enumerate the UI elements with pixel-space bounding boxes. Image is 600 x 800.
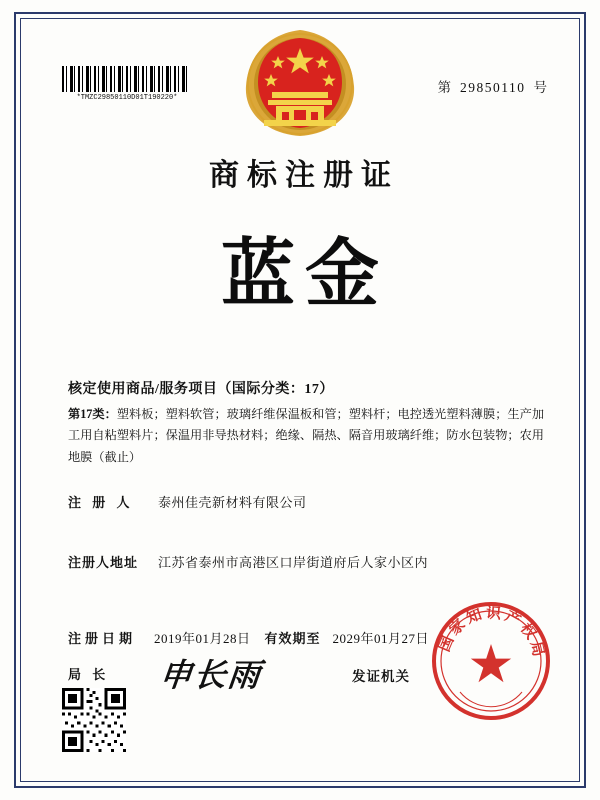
national-emblem-icon <box>238 22 362 142</box>
barcode <box>62 66 192 102</box>
issuer-label: 发证机关 <box>352 669 410 684</box>
qr-code <box>62 688 126 752</box>
goods-heading: 核定使用商品/服务项目（国际分类：17） <box>68 382 334 397</box>
serial-prefix: 第 <box>437 80 452 95</box>
validity-label: 有效期至 <box>264 631 321 646</box>
goods-list: 塑料板；塑料软管；玻璃纤维保温板和管；塑料杆；电控透光塑料薄膜；生产加工用自粘塑料片；保温用非导热材料；绝缘、隔热、隔音用玻璃纤维；防水包装物；农用地膜（截止） <box>68 407 545 464</box>
registrant-row <box>68 492 544 511</box>
registrant-value: 泰州佳壳新材料有限公司 <box>158 495 307 510</box>
address-row <box>68 552 544 571</box>
barcode-text: *TMZC29850110D01T190220* <box>76 94 178 102</box>
address-value: 江苏省泰州市高港区口岸街道府后人家小区内 <box>158 555 429 570</box>
validity-value: 2029年01月27日 <box>332 631 430 646</box>
serial-number <box>438 76 549 96</box>
official-seal <box>430 600 552 722</box>
serial-value: 29850110 <box>460 80 526 95</box>
registration-date-label: 注册日期 <box>68 631 137 646</box>
chief-signature: 申长雨 <box>157 656 264 694</box>
goods-class-label: 第17类： <box>68 407 117 421</box>
svg-text:国家知识产权局: 国家知识产权局 <box>434 603 549 662</box>
page-title: 商标注册证 <box>209 158 399 193</box>
registration-date-value: 2019年01月28日 <box>154 631 251 646</box>
barcode-bars <box>62 66 190 92</box>
chief-label: 局 长 <box>68 667 110 682</box>
serial-suffix: 号 <box>533 80 548 95</box>
registrant-label: 注 册 人 <box>68 495 134 510</box>
trademark-mark: 蓝金 <box>221 231 389 317</box>
goods-body <box>68 404 544 468</box>
address-label: 注册人地址 <box>68 555 139 570</box>
